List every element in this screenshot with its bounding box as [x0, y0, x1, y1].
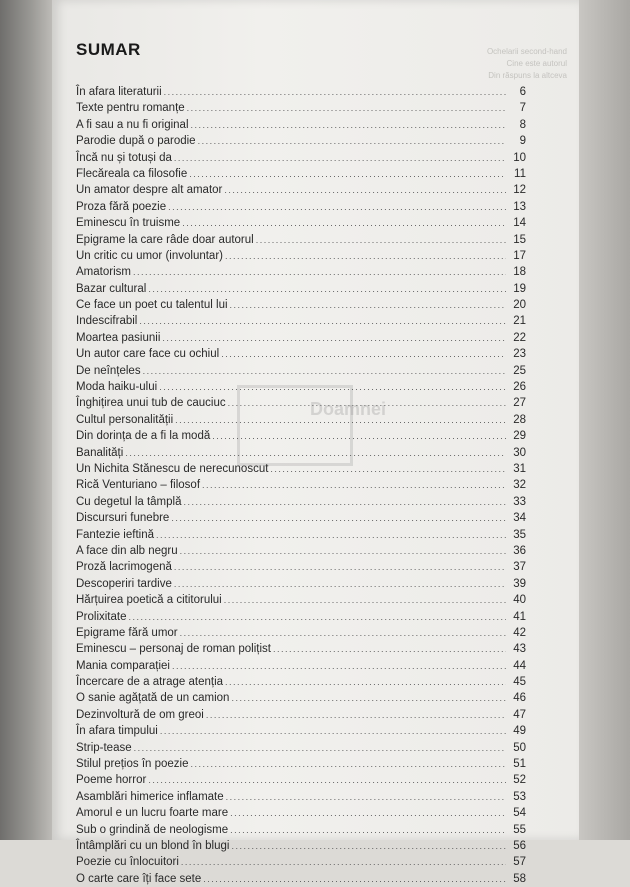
toc-entry-page-number: 34 [513, 512, 526, 525]
toc-entry-title: Amorul e un lucru foarte mare [76, 807, 229, 820]
toc-entry [76, 199, 526, 215]
toc-entry [76, 822, 526, 838]
dot-leader [191, 756, 506, 772]
toc-entry [76, 838, 526, 854]
toc-entry [76, 363, 526, 379]
toc-entry-title: Cultul personalității [76, 413, 174, 426]
toc-entry [76, 674, 526, 690]
toc-entry-page-number: 19 [513, 282, 526, 295]
toc-entry-page-number: 32 [513, 479, 526, 492]
table-of-contents [76, 84, 526, 887]
dot-leader [160, 723, 506, 739]
toc-entry-title: Fantezie ieftină [76, 528, 154, 541]
dot-leader [148, 772, 506, 788]
toc-entry-title: Înghițirea unui tub de cauciuc [76, 397, 226, 410]
dot-leader [175, 412, 506, 428]
dot-leader [171, 510, 506, 526]
dot-leader [174, 559, 506, 575]
toc-entry [76, 166, 526, 182]
toc-entry-title: O sanie agățată de un camion [76, 692, 230, 705]
toc-entry [76, 559, 526, 575]
bleed-through-line: Din răspuns la altceva [488, 71, 567, 80]
dot-leader [212, 428, 506, 444]
toc-entry [76, 117, 526, 133]
toc-entry-page-number: 36 [513, 544, 526, 557]
toc-entry-title: În afara timpului [76, 725, 158, 738]
toc-entry [76, 445, 526, 461]
toc-entry-title: Parodie după o parodie [76, 135, 196, 148]
toc-entry-title: O carte care îți face sete [76, 872, 202, 885]
dot-leader [164, 84, 506, 100]
dot-leader [183, 494, 506, 510]
toc-entry [76, 248, 526, 264]
toc-entry-title: Epigrame la care râde doar autorul [76, 233, 254, 246]
toc-entry [76, 428, 526, 444]
dot-leader [203, 871, 506, 887]
toc-entry-title: Poeme horror [76, 774, 147, 787]
toc-entry-page-number: 30 [513, 446, 526, 459]
dot-leader [174, 150, 506, 166]
toc-entry-title: Un autor care face cu ochiul [76, 348, 220, 361]
toc-entry [76, 215, 526, 231]
page-title: SUMAR [76, 40, 141, 59]
toc-entry [76, 313, 526, 329]
toc-entry-title: Un amator despre alt amator [76, 184, 223, 197]
toc-entry-page-number: 33 [513, 495, 526, 508]
dot-leader [230, 822, 506, 838]
dot-leader [224, 592, 506, 608]
toc-entry-title: Hărțuirea poetică a cititorului [76, 594, 222, 607]
toc-entry [76, 625, 526, 641]
toc-entry [76, 658, 526, 674]
dot-leader [224, 182, 506, 198]
dot-leader [162, 330, 506, 346]
dot-leader [225, 248, 506, 264]
toc-entry [76, 297, 526, 313]
toc-entry-page-number: 13 [513, 200, 526, 213]
toc-entry-title: Încă nu și totuși da [76, 151, 172, 164]
toc-entry-title: Întâmplări cu un blond în blugi [76, 839, 230, 852]
toc-entry-page-number: 22 [513, 331, 526, 344]
dot-leader [134, 740, 506, 756]
dot-leader [221, 346, 506, 362]
toc-entry-title: Mania comparației [76, 659, 170, 672]
toc-entry-page-number: 49 [513, 725, 526, 738]
toc-entry-title: Încercare de a atrage atenția [76, 676, 224, 689]
toc-entry-page-number: 10 [513, 151, 526, 164]
toc-entry [76, 264, 526, 280]
dot-leader [191, 117, 506, 133]
dot-leader [156, 527, 506, 543]
dot-leader [225, 674, 506, 690]
toc-entry [76, 412, 526, 428]
toc-entry-title: Ce face un poet cu talentul lui [76, 299, 228, 312]
toc-entry [76, 527, 526, 543]
toc-entry-page-number: 12 [513, 184, 526, 197]
toc-entry-title: Bazar cultural [76, 282, 147, 295]
dot-leader [189, 166, 506, 182]
toc-entry-page-number: 14 [513, 217, 526, 230]
dot-leader [180, 543, 506, 559]
toc-entry-title: Eminescu în truisme [76, 217, 181, 230]
toc-entry-page-number: 45 [513, 676, 526, 689]
toc-entry-title: A face din alb negru [76, 544, 178, 557]
dot-leader [256, 232, 506, 248]
toc-entry [76, 346, 526, 362]
toc-entry [76, 740, 526, 756]
toc-entry-page-number: 56 [513, 839, 526, 852]
toc-entry-title: Banalități [76, 446, 124, 459]
toc-entry-page-number: 42 [513, 626, 526, 639]
dot-leader [172, 658, 506, 674]
toc-entry-page-number: 20 [513, 299, 526, 312]
bleed-through-line: Ochelarii second-hand [486, 47, 567, 56]
watermark-text: Doamnei [310, 399, 387, 419]
toc-entry-page-number: 51 [513, 758, 526, 771]
dot-leader [181, 854, 506, 870]
toc-entry [76, 690, 526, 706]
dot-leader [129, 609, 507, 625]
toc-entry-title: Dezinvoltură de om greoi [76, 708, 204, 721]
toc-entry-title: Sub o grindină de neologisme [76, 823, 229, 836]
toc-entry-page-number: 28 [513, 413, 526, 426]
toc-entry-title: Moartea pasiunii [76, 331, 161, 344]
toc-entry [76, 854, 526, 870]
toc-entry [76, 84, 526, 100]
toc-entry [76, 871, 526, 887]
toc-entry-page-number: 7 [519, 102, 526, 115]
toc-entry-title: Indescifrabil [76, 315, 138, 328]
toc-entry-title: Amatorism [76, 266, 131, 279]
toc-entry [76, 543, 526, 559]
toc-entry [76, 641, 526, 657]
bleed-through-text [487, 46, 567, 82]
dot-leader [231, 838, 506, 854]
toc-entry [76, 494, 526, 510]
toc-entry-page-number: 29 [513, 430, 526, 443]
toc-entry [76, 510, 526, 526]
toc-entry-page-number: 43 [513, 643, 526, 656]
toc-entry-page-number: 52 [513, 774, 526, 787]
dot-leader [226, 789, 506, 805]
toc-entry [76, 723, 526, 739]
book-page [52, 0, 579, 885]
toc-entry-title: În afara literaturii [76, 86, 162, 98]
toc-entry-page-number: 25 [513, 364, 526, 377]
toc-entry-page-number: 6 [519, 86, 526, 98]
toc-entry-page-number: 23 [513, 348, 526, 361]
toc-entry-page-number: 47 [513, 708, 526, 721]
dot-leader [159, 379, 506, 395]
toc-entry-page-number: 15 [513, 233, 526, 246]
toc-entry-title: A fi sau a nu fi original [76, 118, 189, 131]
dot-leader [139, 313, 506, 329]
toc-entry-title: Stilul prețios în poezie [76, 758, 189, 771]
toc-entry [76, 330, 526, 346]
toc-entry-title: Moda haiku-ului [76, 381, 158, 394]
toc-entry-title: Eminescu – personaj de roman polițist [76, 643, 271, 656]
dot-leader [180, 625, 506, 641]
toc-entry-title: Discursuri funebre [76, 512, 170, 525]
toc-entry-page-number: 53 [513, 790, 526, 803]
toc-entry-page-number: 35 [513, 528, 526, 541]
dot-leader [168, 199, 506, 215]
toc-entry [76, 461, 526, 477]
toc-entry-page-number: 18 [513, 266, 526, 279]
dot-leader [148, 281, 506, 297]
dot-leader [273, 641, 506, 657]
toc-entry-page-number: 8 [519, 118, 526, 131]
toc-entry-page-number: 40 [513, 594, 526, 607]
toc-entry [76, 182, 526, 198]
dot-leader [206, 707, 506, 723]
toc-entry-title: Texte pentru romanțe [76, 102, 185, 115]
toc-entry [76, 805, 526, 821]
dot-leader [133, 264, 506, 280]
toc-entry-page-number: 17 [513, 249, 526, 262]
toc-entry-title: Flecăreala ca filosofie [76, 167, 188, 180]
toc-entry [76, 379, 526, 395]
toc-entry-page-number: 31 [513, 462, 526, 475]
toc-entry-title: Proză lacrimogenă [76, 561, 172, 574]
toc-entry [76, 592, 526, 608]
toc-entry [76, 100, 526, 116]
toc-entry-title: Proza fără poezie [76, 200, 167, 213]
toc-entry-page-number: 55 [513, 823, 526, 836]
toc-entry-title: Asamblări himerice inflamate [76, 790, 224, 803]
toc-entry [76, 133, 526, 149]
dot-leader [230, 297, 506, 313]
dot-leader [125, 445, 506, 461]
dot-leader [198, 133, 506, 149]
toc-entry [76, 232, 526, 248]
toc-entry-page-number: 58 [513, 872, 526, 885]
toc-entry [76, 281, 526, 297]
toc-entry-title: Cu degetul la tâmplă [76, 495, 182, 508]
toc-entry-page-number: 41 [513, 610, 526, 623]
dot-leader [143, 363, 506, 379]
toc-entry-page-number: 50 [513, 741, 526, 754]
toc-entry-page-number: 27 [513, 397, 526, 410]
toc-entry-page-number: 39 [513, 577, 526, 590]
toc-entry-title: Poezie cu înlocuitori [76, 856, 179, 869]
dot-leader [202, 477, 506, 493]
toc-entry-title: Din dorința de a fi la modă [76, 430, 211, 443]
toc-entry [76, 576, 526, 592]
toc-entry-title: Strip-tease [76, 741, 132, 754]
toc-entry [76, 609, 526, 625]
dot-leader [187, 100, 506, 116]
toc-entry [76, 395, 526, 411]
toc-entry-title: De neînțeles [76, 364, 141, 377]
toc-entry-page-number: 21 [513, 315, 526, 328]
toc-entry-title: Prolixitate [76, 610, 127, 623]
toc-entry-page-number: 44 [513, 659, 526, 672]
dot-leader [231, 690, 506, 706]
toc-entry-title: Un Nichita Stănescu de nerecunoscut [76, 462, 269, 475]
toc-entry-page-number: 54 [513, 807, 526, 820]
toc-entry-page-number: 26 [513, 381, 526, 394]
toc-entry-title: Epigrame fără umor [76, 626, 178, 639]
toc-entry [76, 150, 526, 166]
toc-entry [76, 477, 526, 493]
dot-leader [182, 215, 506, 231]
toc-entry-page-number: 46 [513, 692, 526, 705]
dot-leader [228, 395, 506, 411]
page-right-edge [578, 0, 630, 840]
dot-leader [174, 576, 506, 592]
toc-entry [76, 707, 526, 723]
book-spine-shadow [0, 0, 52, 840]
toc-entry-title: Descoperiri tardive [76, 577, 172, 590]
toc-entry-page-number: 37 [513, 561, 526, 574]
toc-entry-page-number: 9 [519, 135, 526, 148]
toc-entry-page-number: 11 [514, 167, 526, 180]
toc-entry-title: Rică Venturiano – filosof [76, 479, 201, 492]
bleed-through-line: Cine este autorul [506, 59, 567, 68]
toc-entry-page-number: 57 [513, 856, 526, 869]
toc-entry-title: Un critic cu umor (involuntar) [76, 249, 223, 262]
toc-entry [76, 772, 526, 788]
dot-leader [230, 805, 506, 821]
toc-entry [76, 789, 526, 805]
dot-leader [270, 461, 506, 477]
toc-entry [76, 756, 526, 772]
